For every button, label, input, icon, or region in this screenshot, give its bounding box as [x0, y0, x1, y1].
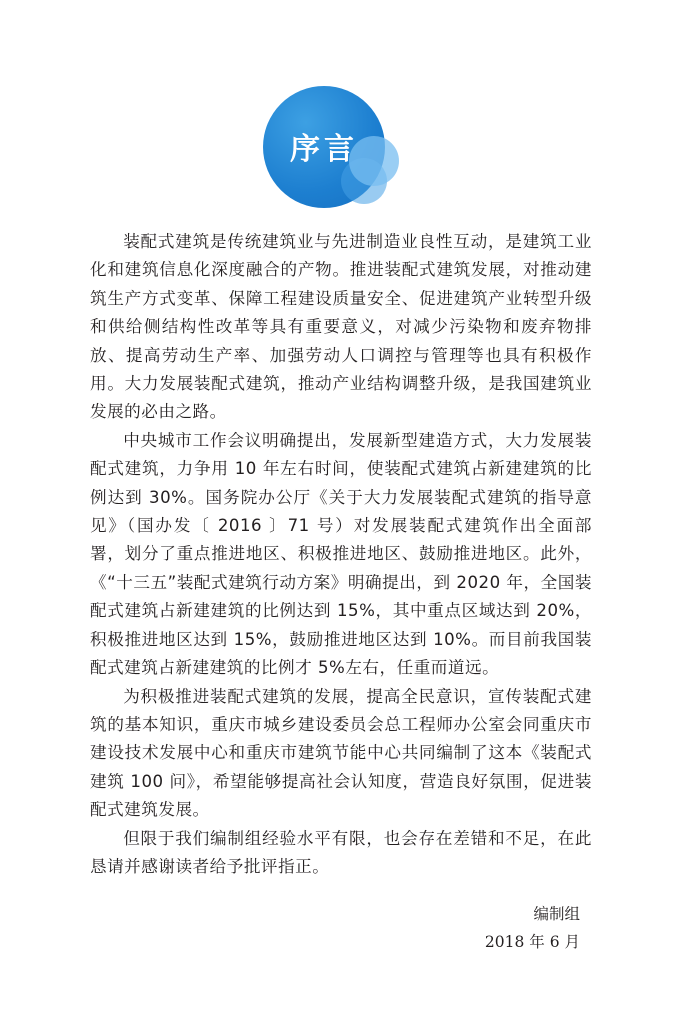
paragraph-2: 中央城市工作会议明确提出，发展新型建造方式，大力发展装配式建筑，力争用 10 年左右时间，使装配式建筑占新建建筑的比例达到 30%。国务院办公厅《关于大力发展装配式建筑的指导意见》（国办发〔 2016 〕71 号）对发展装配式建筑作出全面部署，划分了重点推进地区、积极推进地区、鼓励推进地区。此外，《“十三五”装配式建筑行动方案》明确提出，到 2020 年，全国装配式建筑占新建建筑的比例达到 15%，其中重点区域达到 20%，积极推进地区达到 15%，鼓励推进地区达到 10%。而目前我国装配式建筑占新建建筑的比例才 5%左右，任重而道远。 [90, 430, 592, 678]
signature-date: 2018 年 6 月 [484, 933, 580, 951]
paragraph-1: 装配式建筑是传统建筑业与先进制造业良性互动，是建筑工业化和建筑信息化深度融合的产物。推进装配式建筑发展，对推动建筑生产方式变革、保障工程建设质量安全、促进建筑产业转型升级和供给侧结构性改革等具有重要意义，对减少污染物和废弃物排放、提高劳动生产率、加强劳动人口调控与管理等也具有积极作用。大力发展装配式建筑，推动产业结构调整升级，是我国建筑业发展的必由之路。 [90, 232, 592, 422]
paragraph-3: 为积极推进装配式建筑的发展，提高全民意识，宣传装配式建筑的基本知识，重庆市城乡建设委员会总工程师办公室会同重庆市建设技术发展中心和重庆市建筑节能中心共同编制了这本《装配式建筑 100 问》，希望能够提高社会认知度，营造良好氛围，促进装配式建筑发展。 [90, 686, 592, 820]
title-badge [263, 86, 403, 214]
signature-author: 编制组 [533, 905, 580, 923]
page-title: 序言 [290, 132, 358, 167]
signature-block [485, 900, 580, 956]
paragraph-4: 但限于我们编制组经验水平有限，也会存在差错和不足，在此恳请并感谢读者给予批评指正。 [90, 828, 592, 876]
preface-body [90, 228, 592, 881]
